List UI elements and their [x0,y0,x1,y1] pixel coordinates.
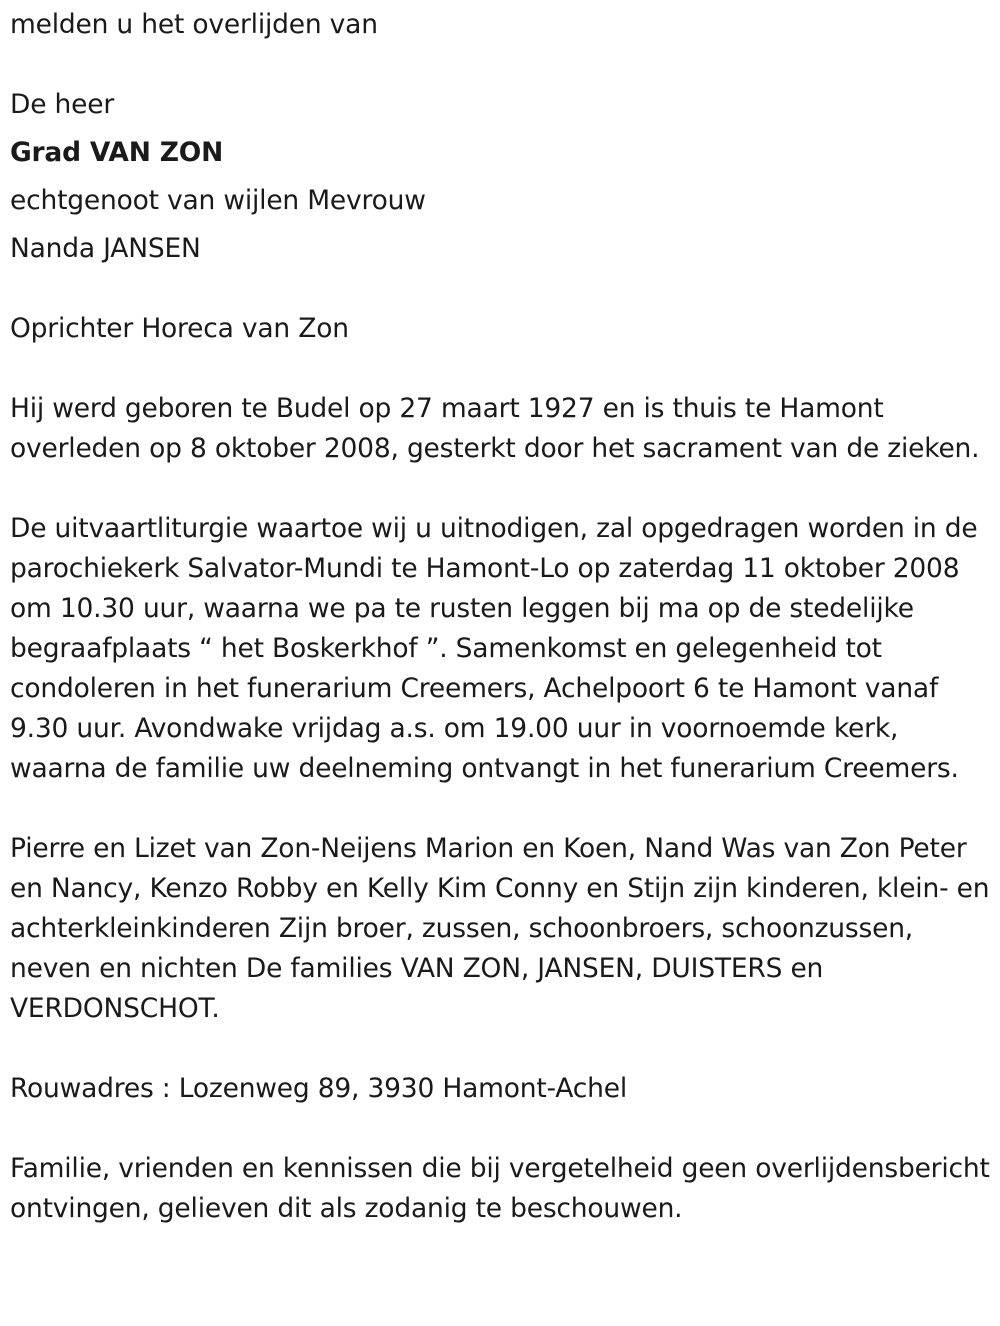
spouse-name: Nanda JANSEN [10,233,201,264]
spouse-line: echtgenoot van wijlen Mevrouw [10,185,426,216]
birth-paragraph: Hij werd geboren te Budel op 27 maart 1927 en is thuis te Hamont overleden op 8 oktober 2008, gesterkt door het sacrament van de zieken. [10,393,980,464]
funeral-paragraph: De uitvaartliturgie waartoe wij u uitnodigen, zal opgedragen worden in de parochiekerk Salvator-Mundi te Hamont-Lo op zaterdag 11 oktober 2008 om 10.30 uur, waarna we pa te rusten leggen bij ma op de stedelijke begraafplaats “ het Boskerkhof ”. Samenkomst en gelegenheid tot condoleren in het funerarium Creemers, Achelpoort 6 te Hamont vanaf 9.30 uur. Avondwake vrijdag a.s. om 19.00 uur in voornoemde kerk, waarna de familie uw deelneming ontvangt in het funerarium Creemers. [10,513,978,784]
obituary-notice [10,5,995,1229]
role-line: Oprichter Horeca van Zon [10,313,349,344]
family-paragraph: Pierre en Lizet van Zon-Neijens Marion en Koen, Nand Was van Zon Peter en Nancy, Kenzo Robby en Kelly Kim Conny en Stijn zijn kinderen, klein- en achterkleinkinderen Zijn broer, zussen, schoonbroers, schoonzussen, neven en nichten De families VAN ZON, JANSEN, DUISTERS en VERDONSCHOT. [10,833,990,1024]
salutation: De heer [10,89,115,120]
intro-line: melden u het overlijden van [10,9,378,40]
address-line: Rouwadres : Lozenweg 89, 3930 Hamont-Achel [10,1073,627,1104]
closing-paragraph: Familie, vrienden en kennissen die bij vergetelheid geen overlijdensbericht ontvingen, gelieven dit als zodanig te beschouwen. [10,1153,990,1224]
deceased-name: Grad VAN ZON [10,137,224,168]
